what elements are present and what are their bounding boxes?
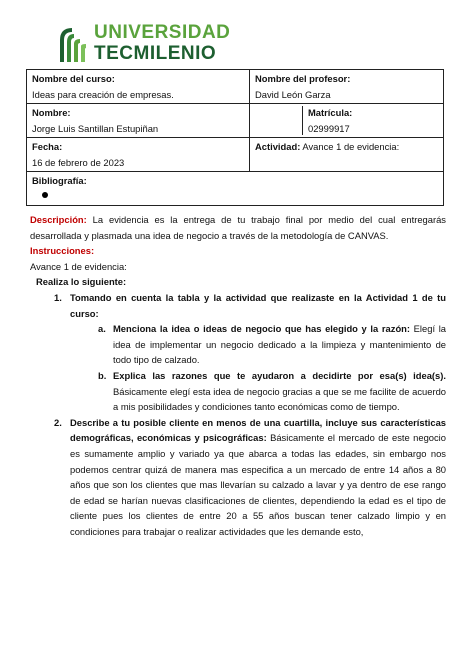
- document-body: [30, 212, 446, 539]
- description-text: La evidencia es la entrega de tu trabajo final por medio del cual entregarás desarrollada y plasmada una idea de negocio a través de la metodología de CANVAS.: [30, 214, 446, 241]
- sub-item-a-letter: a.: [98, 323, 106, 335]
- course-cell: [27, 70, 250, 104]
- activity-value: Avance 1 de evidencia:: [300, 141, 400, 152]
- matricula-label: Matrícula:: [308, 107, 353, 118]
- list-item-2-answer: Básicamente el mercado de este negocio es sumamente amplio y variado ya que abarca a todas las edades, sin embargo nos podemos centrar quizá de manera mas especifica a un mercado de entre 14 años a 80 años que son los clientes que mas llevarían su calzado a lavar y ya dentro de ese rango de edad se harían nuevas clasificaciones de clientes, dependiendo la edad es el tipo de cliente pues los clientes de entre 20 a 55 años buscan tener calzado limpio y en condiciones para trabajar o realizar actividades que les demande esto,: [70, 432, 446, 537]
- university-logo: [58, 22, 231, 66]
- sub-item-a-text: [113, 321, 446, 368]
- list-item-2-text: [70, 415, 446, 540]
- activity-label: Actividad:: [255, 141, 301, 152]
- course-value: Ideas para creación de empresas.: [32, 89, 174, 100]
- activity-cell: [250, 138, 444, 172]
- description-paragraph: [30, 212, 446, 243]
- bullet-icon: [42, 192, 48, 198]
- realiza-heading: Realiza lo siguiente:: [36, 276, 127, 288]
- course-label: Nombre del curso:: [32, 73, 115, 84]
- date-cell: [27, 138, 250, 172]
- sub-item-b-answer: Básicamente elegí esta idea de negocio gracias a que se me facilite de acuerdo a mis posibilidades y condiciones tanto económicas como de tiempo.: [113, 385, 446, 413]
- tecmilenio-leaf-icon: [58, 24, 88, 64]
- description-label: Descripción:: [30, 214, 87, 225]
- list-item-1: [30, 290, 446, 321]
- professor-label: Nombre del profesor:: [255, 73, 351, 84]
- sub-item-b-question: Explica las razones que te ayudaron a decidirte por esa(s) idea(s).: [113, 369, 446, 381]
- professor-value: David León Garza: [255, 89, 331, 100]
- avance-text: Avance 1 de evidencia:: [30, 260, 127, 272]
- student-name-label: Nombre:: [32, 107, 71, 118]
- sub-item-a-answer: Elegí la idea de implementar un negocio dedicado a la limpieza y mantenimiento de todo tipo de calzado.: [113, 323, 447, 366]
- logo-text-universidad: UNIVERSIDAD: [94, 22, 231, 43]
- sub-item-a-question: Menciona la idea o ideas de negocio que has elegido y la razón:: [113, 323, 411, 335]
- student-name-value: Jorge Luis Santillan Estupiñan: [32, 123, 159, 134]
- sub-item-b-letter: b.: [98, 369, 107, 381]
- date-value: 16 de febrero de 2023: [32, 157, 125, 168]
- student-name-cell: [27, 104, 250, 138]
- instructions-label: Instrucciones:: [30, 245, 95, 257]
- list-item-1-text: Tomando en cuenta la tabla y la actividad que realizaste en la Actividad 1 de tu curso:: [70, 291, 446, 319]
- list-item-2: [30, 415, 446, 540]
- sub-item-a: [30, 321, 446, 368]
- bibliography-label: Bibliografía:: [32, 175, 87, 186]
- bibliography-cell: [27, 172, 444, 206]
- matricula-cell-wrap: [250, 104, 444, 138]
- list-item-1-number: 1.: [54, 291, 62, 303]
- list-item-2-number: 2.: [54, 416, 62, 428]
- matricula-cell: [302, 106, 438, 135]
- matricula-value: 02999917: [308, 123, 350, 134]
- logo-text-tecmilenio: TECMILENIO: [94, 43, 217, 64]
- sub-item-b-text: [113, 368, 446, 415]
- date-label: Fecha:: [32, 141, 63, 152]
- sub-item-b: [30, 368, 446, 415]
- course-info-table: [26, 69, 444, 206]
- list-item-2-question: Describe a tu posible cliente en menos de una cuartilla, incluye sus características demográficas, económicas y psicográficas:: [70, 416, 446, 444]
- professor-cell: [250, 70, 444, 104]
